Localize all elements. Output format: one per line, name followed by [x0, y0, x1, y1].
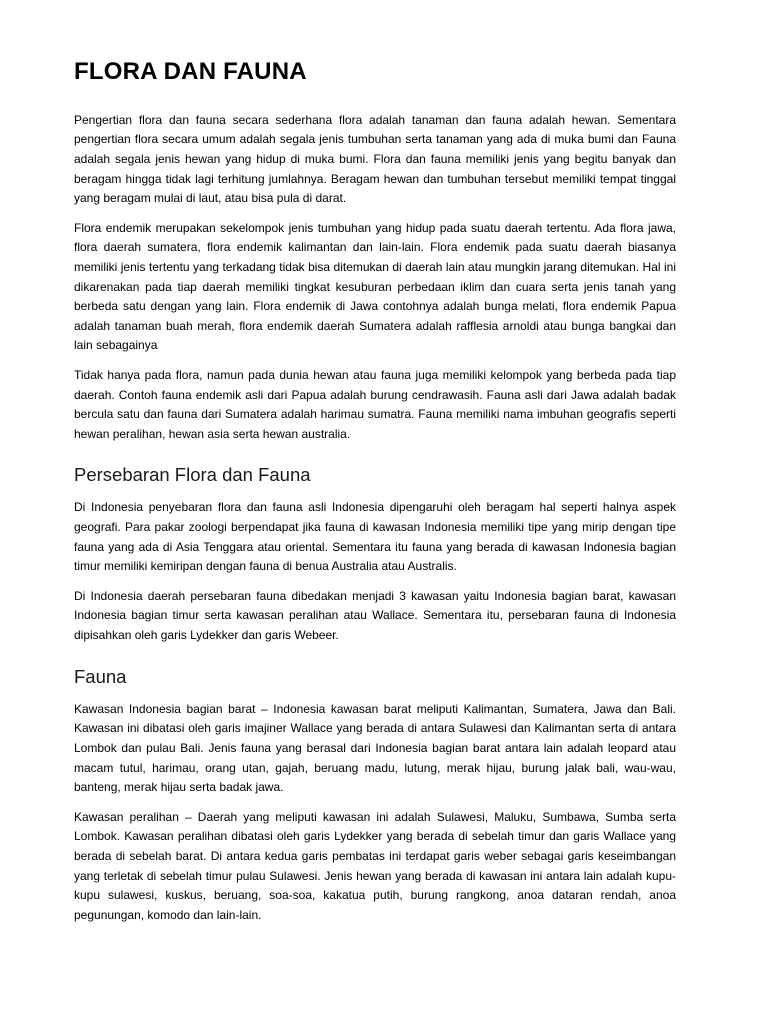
fauna-paragraph-1: Kawasan Indonesia bagian barat – Indonesia kawasan barat meliputi Kalimantan, Sumatera, Jawa dan Bali. Kawasan ini dibatasi oleh garis imajiner Wallace yang berada di antara Sulawesi dan Kalimantan serta di antara Lombok dan pulau Bali. Jenis fauna yang berasal dari Indonesia bagian barat antara lain adalah leopard atau macam tutul, harimau, orang utan, gajah, beruang madu, lutung, merak hijau, burung jalak bali, wau-wau, banteng, merak hijau serta badak jawa. [74, 701, 676, 795]
intro-paragraph-1: Pengertian flora dan fauna secara sederhana flora adalah tanaman dan fauna adalah hewan. Sementara pengertian flora secara umum adalah segala jenis tumbuhan serta tanaman yang ada di muka bumi dan Fauna adalah segala jenis hewan yang hidup di muka bumi. Flora dan fauna memiliki jenis yang begitu banyak dan beragam hingga tidak lagi terhitung jumlahnya. Beragam hewan dan tumbuhan tersebut memiliki tempat tinggal yang beragam mulai di laut, atau bisa pula di darat. [74, 112, 676, 206]
section-heading-fauna: Fauna [74, 665, 127, 687]
persebaran-paragraph-2: Di Indonesia daerah persebaran fauna dibedakan menjadi 3 kawasan yaitu Indonesia bagian barat, kawasan Indonesia bagian timur serta kawasan peralihan atau Wallace. Sementara itu, persebaran fauna di Indonesia dipisahkan oleh garis Lydekker dan garis Webeer. [74, 588, 676, 643]
section-heading-persebaran: Persebaran Flora dan Fauna [74, 464, 311, 486]
intro-paragraph-2: Flora endemik merupakan sekelompok jenis tumbuhan yang hidup pada suatu daerah tertentu. Ada flora jawa, flora daerah sumatera, flora endemik kalimantan dan lain-lain. Flora endemik pada suatu daerah biasanya memiliki jenis tertentu yang terkadang tidak bisa ditemukan di daerah lain atau mungkin jarang ditemukan. Hal ini dikarenakan pada tiap daerah memiliki tingkat kesuburan perbedaan iklim dan cuara serta jenis tanah yang berbeda satu dengan yang lain. Flora endemik di Jawa contohnya adalah bunga melati, flora endemik Papua adalah tanaman buah merah, flora endemik daerah Sumatera adalah rafflesia arnoldi atau bunga bangkai dan lain sebagainya [74, 220, 676, 353]
persebaran-paragraph-1: Di Indonesia penyebaran flora dan fauna asli Indonesia dipengaruhi oleh beragam hal seperti halnya aspek geografi. Para pakar zoologi berpendapat jika fauna di kawasan Indonesia memiliki tipe yang mirip dengan tipe fauna yang ada di Asia Tenggara atau oriental. Sementara itu fauna yang berada di kawasan Indonesia bagian timur memiliki kemiripan dengan fauna di benua Australia atau Australis. [74, 500, 676, 574]
intro-paragraph-3: Tidak hanya pada flora, namun pada dunia hewan atau fauna juga memiliki kelompok yang berbeda pada tiap daerah. Contoh fauna endemik asli dari Papua adalah burung cendrawasih. Fauna asli dari Jawa adalah badak bercula satu dan fauna dari Sumatera adalah harimau sumatra. Fauna memiliki nama imbuhan geografis seperti hewan peralihan, hewan asia serta hewan australia. [74, 367, 676, 441]
fauna-paragraph-2: Kawasan peralihan – Daerah yang meliputi kawasan ini adalah Sulawesi, Maluku, Sumbawa, Sumba serta Lombok. Kawasan peralihan dibatasi oleh garis Lydekker yang berada di sebelah timur dan garis Wallace yang berada di sebelah barat. Di antara kedua garis pembatas ini terdapat garis weber sebagai garis keseimbangan yang terletak di sebelah timur pulau Sulawesi. Jenis hewan yang berada di kawasan ini antara lain adalah kupu-kupu sulawesi, kuskus, beruang, soa-soa, kakatua putih, burung rangkong, anoa dataran rendah, anoa pegunungan, komodo dan lain-lain. [74, 809, 676, 922]
document-title: FLORA DAN FAUNA [74, 58, 307, 85]
document-page [74, 58, 676, 935]
